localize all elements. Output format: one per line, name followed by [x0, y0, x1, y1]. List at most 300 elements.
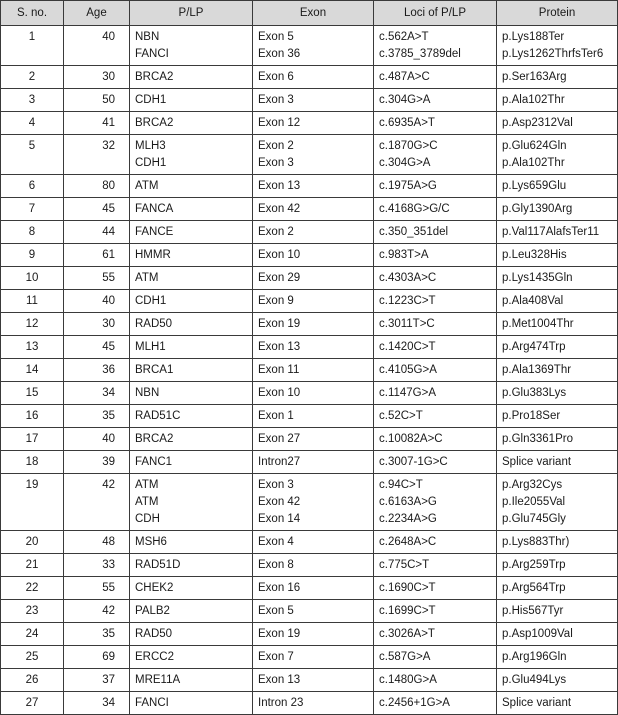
cell-protein-line: p.Glu624Gln	[502, 140, 567, 152]
cell-protein	[497, 290, 618, 313]
cell-loci	[374, 290, 497, 313]
cell-sno: 26	[1, 669, 64, 692]
table-row	[1, 600, 618, 623]
cell-gene	[130, 382, 253, 405]
table-row	[1, 267, 618, 290]
table-row	[1, 554, 618, 577]
cell-gene	[130, 669, 253, 692]
cell-protein-line: p.Lys1262ThrfsTer6	[502, 48, 604, 60]
cell-loci-line: c.6935A>T	[379, 117, 435, 129]
cell-protein-line: Splice variant	[502, 697, 572, 709]
cell-protein-line: p.Ala102Thr	[502, 94, 565, 106]
cell-age: 30	[64, 66, 130, 89]
table-row	[1, 175, 618, 198]
cell-age: 30	[64, 313, 130, 336]
cell-age: 40	[64, 428, 130, 451]
cell-protein-line: p.Arg474Trp	[502, 341, 566, 353]
cell-exon-line: Exon 36	[258, 48, 301, 60]
cell-protein-line: p.Leu328His	[502, 249, 567, 261]
header-age: Age	[64, 1, 130, 26]
cell-sno: 3	[1, 89, 64, 112]
table-row	[1, 531, 618, 554]
cell-gene	[130, 692, 253, 715]
cell-loci	[374, 89, 497, 112]
cell-loci-line: c.3026A>T	[379, 628, 435, 640]
cell-loci	[374, 577, 497, 600]
cell-protein-line: p.Glu745Gly	[502, 513, 566, 525]
cell-exon-line: Exon 19	[258, 628, 301, 640]
cell-gene-line: RAD51C	[135, 410, 181, 422]
cell-sno: 8	[1, 221, 64, 244]
cell-gene	[130, 175, 253, 198]
cell-protein-line: p.Lys1435Gln	[502, 272, 573, 284]
cell-sno: 1	[1, 26, 64, 66]
cell-loci	[374, 692, 497, 715]
table-body	[1, 26, 618, 715]
cell-age: 44	[64, 221, 130, 244]
cell-exon-line: Exon 10	[258, 249, 301, 261]
cell-exon	[253, 669, 374, 692]
cell-exon-line: Exon 2	[258, 140, 294, 152]
cell-gene	[130, 89, 253, 112]
cell-protein-line: p.Lys188Ter	[502, 31, 565, 43]
cell-exon-line: Intron 23	[258, 697, 304, 709]
cell-exon	[253, 175, 374, 198]
cell-age: 45	[64, 198, 130, 221]
cell-age: 33	[64, 554, 130, 577]
cell-loci	[374, 646, 497, 669]
cell-exon	[253, 244, 374, 267]
cell-gene	[130, 646, 253, 669]
cell-loci-line: c.6163A>G	[379, 496, 437, 508]
cell-protein	[497, 451, 618, 474]
cell-protein-line: p.Arg32Cys	[502, 479, 563, 491]
table-row	[1, 244, 618, 267]
cell-loci-line: c.487A>C	[379, 71, 430, 83]
cell-protein-line: p.Asp1009Val	[502, 628, 573, 640]
cell-sno: 23	[1, 600, 64, 623]
table-row	[1, 577, 618, 600]
cell-sno: 24	[1, 623, 64, 646]
cell-protein	[497, 244, 618, 267]
cell-protein-line: p.Pro18Ser	[502, 410, 561, 422]
cell-gene-line: ERCC2	[135, 651, 174, 663]
cell-protein-line: p.Arg564Trp	[502, 582, 566, 594]
cell-exon-line: Exon 4	[258, 536, 294, 548]
cell-gene	[130, 26, 253, 66]
cell-protein-line: p.Lys883Thr)	[502, 536, 570, 548]
cell-protein	[497, 405, 618, 428]
cell-protein	[497, 692, 618, 715]
cell-exon-line: Exon 42	[258, 203, 301, 215]
cell-loci	[374, 531, 497, 554]
cell-gene	[130, 623, 253, 646]
cell-sno: 9	[1, 244, 64, 267]
cell-exon-line: Exon 12	[258, 117, 301, 129]
cell-age: 42	[64, 474, 130, 531]
cell-loci-line: c.1420C>T	[379, 341, 436, 353]
cell-age: 55	[64, 577, 130, 600]
cell-gene-line: RAD50	[135, 628, 173, 640]
table-row	[1, 89, 618, 112]
cell-loci-line: c.52C>T	[379, 410, 423, 422]
cell-gene-line: CDH1	[135, 295, 167, 307]
cell-gene-line: BRCA2	[135, 433, 174, 445]
cell-loci-line: c.2648A>C	[379, 536, 437, 548]
cell-gene-line: RAD50	[135, 318, 173, 330]
header-plp: P/LP	[130, 1, 253, 26]
table-row	[1, 382, 618, 405]
cell-exon-line: Exon 13	[258, 341, 301, 353]
cell-loci	[374, 175, 497, 198]
cell-loci	[374, 66, 497, 89]
cell-exon	[253, 290, 374, 313]
table-row	[1, 623, 618, 646]
cell-exon	[253, 26, 374, 66]
cell-exon	[253, 382, 374, 405]
cell-protein	[497, 474, 618, 531]
cell-exon	[253, 89, 374, 112]
cell-protein-line: p.Asp2312Val	[502, 117, 573, 129]
cell-gene-line: FANCA	[135, 203, 174, 215]
cell-exon-line: Exon 3	[258, 94, 294, 106]
cell-age: 37	[64, 669, 130, 692]
cell-protein-line: p.His567Tyr	[502, 605, 564, 617]
cell-loci-line: c.2234A>G	[379, 513, 437, 525]
cell-gene	[130, 336, 253, 359]
cell-loci-line: c.1690C>T	[379, 582, 436, 594]
cell-sno: 22	[1, 577, 64, 600]
cell-protein-line: p.Lys659Glu	[502, 180, 567, 192]
cell-exon-line: Exon 3	[258, 479, 294, 491]
cell-gene-line: ATM	[135, 180, 159, 192]
cell-gene-line: MRE11A	[135, 674, 181, 686]
cell-sno: 19	[1, 474, 64, 531]
cell-loci	[374, 112, 497, 135]
cell-loci-line: c.304G>A	[379, 94, 431, 106]
table-row	[1, 66, 618, 89]
cell-protein-line: p.Glu383Lys	[502, 387, 567, 399]
cell-sno: 5	[1, 135, 64, 175]
cell-loci-line: c.3011T>C	[379, 318, 435, 330]
cell-age: 40	[64, 26, 130, 66]
cell-loci-line: c.10082A>C	[379, 433, 443, 445]
cell-gene-line: PALB2	[135, 605, 170, 617]
cell-loci-line: c.2456+1G>A	[379, 697, 450, 709]
cell-protein	[497, 600, 618, 623]
cell-age: 34	[64, 692, 130, 715]
cell-exon	[253, 474, 374, 531]
table-row	[1, 474, 618, 531]
cell-gene	[130, 554, 253, 577]
cell-protein	[497, 66, 618, 89]
cell-age: 35	[64, 623, 130, 646]
cell-sno: 21	[1, 554, 64, 577]
cell-loci	[374, 474, 497, 531]
cell-exon	[253, 600, 374, 623]
cell-sno: 20	[1, 531, 64, 554]
cell-gene	[130, 66, 253, 89]
cell-loci-line: c.4168G>G/C	[379, 203, 450, 215]
cell-protein	[497, 26, 618, 66]
cell-sno: 15	[1, 382, 64, 405]
cell-loci	[374, 600, 497, 623]
cell-gene	[130, 135, 253, 175]
cell-protein	[497, 554, 618, 577]
cell-gene-line: HMMR	[135, 249, 171, 261]
cell-sno: 16	[1, 405, 64, 428]
cell-loci	[374, 313, 497, 336]
cell-exon-line: Exon 6	[258, 71, 294, 83]
cell-gene	[130, 531, 253, 554]
cell-exon	[253, 531, 374, 554]
cell-exon	[253, 66, 374, 89]
cell-gene-line: FANC1	[135, 456, 173, 468]
cell-gene-line: BRCA1	[135, 364, 174, 376]
cell-exon-line: Exon 16	[258, 582, 301, 594]
cell-loci	[374, 669, 497, 692]
table-row	[1, 112, 618, 135]
cell-gene	[130, 112, 253, 135]
cell-exon	[253, 646, 374, 669]
cell-loci	[374, 359, 497, 382]
cell-exon	[253, 198, 374, 221]
table-row	[1, 198, 618, 221]
cell-loci	[374, 382, 497, 405]
cell-gene-line: FANCI	[135, 697, 169, 709]
cell-gene-line: NBN	[135, 31, 160, 43]
cell-protein	[497, 669, 618, 692]
cell-protein-line: Splice variant	[502, 456, 572, 468]
cell-loci	[374, 623, 497, 646]
cell-age: 39	[64, 451, 130, 474]
cell-exon-line: Exon 2	[258, 226, 294, 238]
header-protein: Protein	[497, 1, 618, 26]
cell-exon	[253, 112, 374, 135]
cell-exon-line: Exon 11	[258, 364, 300, 376]
cell-exon	[253, 359, 374, 382]
cell-protein	[497, 89, 618, 112]
cell-loci-line: c.587G>A	[379, 651, 431, 663]
cell-loci-line: c.4105G>A	[379, 364, 437, 376]
cell-sno: 12	[1, 313, 64, 336]
cell-protein	[497, 313, 618, 336]
cell-exon-line: Exon 13	[258, 180, 301, 192]
table-row	[1, 221, 618, 244]
cell-gene	[130, 313, 253, 336]
cell-exon	[253, 577, 374, 600]
cell-loci-line: c.1975A>G	[379, 180, 437, 192]
cell-gene	[130, 198, 253, 221]
cell-gene-line: NBN	[135, 387, 160, 399]
table-row	[1, 290, 618, 313]
cell-loci-line: c.350_351del	[379, 226, 449, 238]
cell-protein	[497, 428, 618, 451]
table-row	[1, 428, 618, 451]
cell-exon-line: Exon 19	[258, 318, 301, 330]
cell-gene-line: RAD51D	[135, 559, 181, 571]
cell-exon-line: Exon 29	[258, 272, 301, 284]
cell-exon-line: Exon 3	[258, 157, 294, 169]
cell-exon-line: Exon 9	[258, 295, 294, 307]
table-row	[1, 669, 618, 692]
cell-loci-line: c.1699C>T	[379, 605, 436, 617]
cell-gene	[130, 474, 253, 531]
cell-loci	[374, 221, 497, 244]
table-row	[1, 451, 618, 474]
cell-exon-line: Exon 7	[258, 651, 294, 663]
cell-loci-line: c.983T>A	[379, 249, 429, 261]
cell-protein-line: p.Arg259Trp	[502, 559, 566, 571]
table-row	[1, 26, 618, 66]
cell-protein-line: p.Ala102Thr	[502, 157, 565, 169]
cell-exon-line: Exon 1	[258, 410, 294, 422]
cell-sno: 17	[1, 428, 64, 451]
cell-loci	[374, 451, 497, 474]
cell-protein	[497, 221, 618, 244]
cell-gene-line: MLH1	[135, 341, 166, 353]
cell-gene	[130, 359, 253, 382]
cell-protein	[497, 267, 618, 290]
cell-protein-line: p.Gly1390Arg	[502, 203, 573, 215]
cell-gene	[130, 267, 253, 290]
cell-age: 35	[64, 405, 130, 428]
cell-gene-line: BRCA2	[135, 117, 174, 129]
cell-gene-line: MSH6	[135, 536, 167, 548]
cell-sno: 27	[1, 692, 64, 715]
cell-exon-line: Exon 8	[258, 559, 294, 571]
cell-protein	[497, 577, 618, 600]
cell-loci	[374, 336, 497, 359]
cell-gene-line: CDH1	[135, 157, 167, 169]
table-row	[1, 336, 618, 359]
cell-gene-line: CHEK2	[135, 582, 174, 594]
header-row	[1, 1, 618, 26]
cell-exon-line: Exon 27	[258, 433, 301, 445]
cell-protein-line: p.Val117AlafsTer11	[502, 226, 600, 238]
cell-exon	[253, 451, 374, 474]
cell-protein-line: p.Ile2055Val	[502, 496, 566, 508]
cell-protein-line: p.Gln3361Pro	[502, 433, 573, 445]
cell-gene-line: ATM	[135, 496, 159, 508]
cell-exon	[253, 336, 374, 359]
cell-loci	[374, 554, 497, 577]
cell-exon-line: Exon 42	[258, 496, 301, 508]
cell-protein-line: p.Met1004Thr	[502, 318, 574, 330]
table-row	[1, 313, 618, 336]
cell-exon	[253, 313, 374, 336]
cell-protein	[497, 382, 618, 405]
cell-loci-line: c.1147G>A	[379, 387, 437, 399]
cell-loci	[374, 26, 497, 66]
cell-age: 48	[64, 531, 130, 554]
table-row	[1, 405, 618, 428]
cell-protein	[497, 531, 618, 554]
cell-exon	[253, 405, 374, 428]
cell-loci-line: c.562A>T	[379, 31, 429, 43]
cell-loci	[374, 267, 497, 290]
header-sno: S. no.	[1, 1, 64, 26]
cell-gene-line: CDH1	[135, 94, 167, 106]
header-loci: Loci of P/LP	[374, 1, 497, 26]
cell-protein-line: p.Arg196Gln	[502, 651, 567, 663]
cell-gene-line: CDH	[135, 513, 160, 525]
cell-sno: 13	[1, 336, 64, 359]
cell-sno: 2	[1, 66, 64, 89]
cell-protein	[497, 336, 618, 359]
cell-loci-line: c.3785_3789del	[379, 48, 461, 60]
cell-exon-line: Exon 5	[258, 605, 294, 617]
cell-age: 80	[64, 175, 130, 198]
cell-loci-line: c.775C>T	[379, 559, 430, 571]
cell-age: 50	[64, 89, 130, 112]
cell-loci-line: c.304G>A	[379, 157, 431, 169]
cell-age: 36	[64, 359, 130, 382]
cell-protein-line: p.Glu494Lys	[502, 674, 567, 686]
cell-sno: 11	[1, 290, 64, 313]
cell-gene	[130, 221, 253, 244]
cell-gene-line: ATM	[135, 272, 159, 284]
cell-gene-line: FANCI	[135, 48, 169, 60]
table-row	[1, 135, 618, 175]
cell-age: 69	[64, 646, 130, 669]
cell-age: 55	[64, 267, 130, 290]
cell-gene	[130, 405, 253, 428]
cell-protein-line: p.Ala1369Thr	[502, 364, 572, 376]
cell-sno: 18	[1, 451, 64, 474]
cell-protein	[497, 646, 618, 669]
cell-protein	[497, 198, 618, 221]
cell-gene	[130, 577, 253, 600]
cell-gene	[130, 600, 253, 623]
cell-exon	[253, 267, 374, 290]
cell-age: 45	[64, 336, 130, 359]
cell-sno: 10	[1, 267, 64, 290]
cell-exon-line: Exon 5	[258, 31, 294, 43]
cell-exon	[253, 428, 374, 451]
cell-gene	[130, 290, 253, 313]
cell-exon	[253, 554, 374, 577]
cell-loci	[374, 405, 497, 428]
cell-loci-line: c.94C>T	[379, 479, 423, 491]
cell-protein	[497, 112, 618, 135]
cell-protein-line: p.Ala408Val	[502, 295, 564, 307]
cell-exon-line: Exon 14	[258, 513, 301, 525]
cell-age: 41	[64, 112, 130, 135]
cell-sno: 25	[1, 646, 64, 669]
cell-age: 42	[64, 600, 130, 623]
cell-loci	[374, 244, 497, 267]
cell-exon-line: Exon 13	[258, 674, 301, 686]
cell-age: 61	[64, 244, 130, 267]
cell-protein	[497, 135, 618, 175]
cell-loci-line: c.1480G>A	[379, 674, 437, 686]
cell-loci-line: c.3007-1G>C	[379, 456, 448, 468]
table-row	[1, 692, 618, 715]
cell-age: 40	[64, 290, 130, 313]
cell-loci	[374, 198, 497, 221]
cell-loci	[374, 135, 497, 175]
cell-protein	[497, 623, 618, 646]
cell-gene	[130, 451, 253, 474]
cell-protein	[497, 359, 618, 382]
cell-gene	[130, 244, 253, 267]
cell-exon	[253, 221, 374, 244]
table-row	[1, 646, 618, 669]
cell-loci	[374, 428, 497, 451]
cell-loci-line: c.1870G>C	[379, 140, 438, 152]
cell-protein-line: p.Ser163Arg	[502, 71, 567, 83]
